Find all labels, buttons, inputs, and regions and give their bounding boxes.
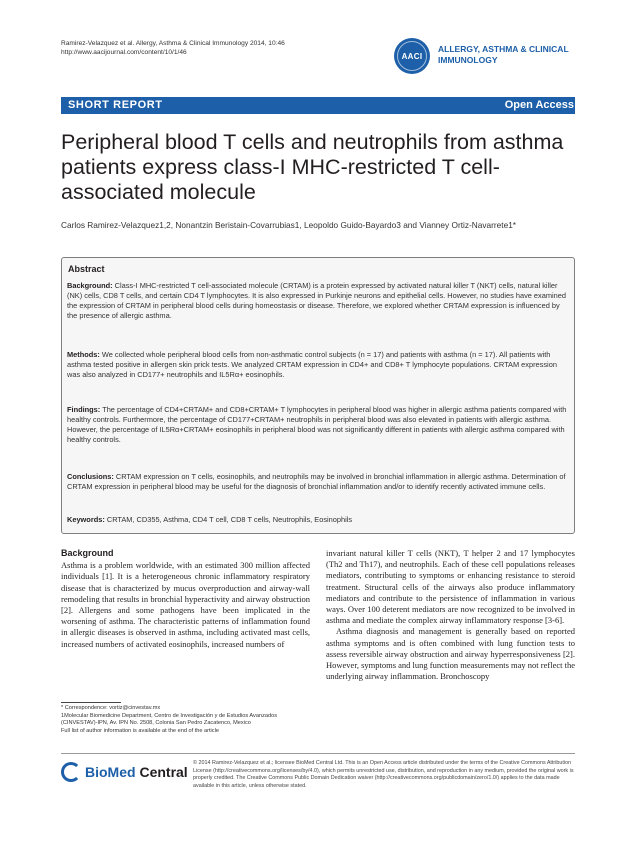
citation-url[interactable]: http://www.aacijournal.com/content/10/1/46 [61,49,187,56]
biomed-central-mark-icon [61,762,81,782]
abstract-keywords-text: CRTAM, CD355, Asthma, CD4 T cell, CD8 T cells, Neutrophils, Eosinophils [106,515,353,524]
footer-divider [61,753,575,754]
abstract-conclusions-text: CRTAM expression on T cells, eosinophils, and neutrophils may be involved in bronchial inflammation in allergic asthma. Determination of CRTAM expression in peripheral blood may be useful for the diagnosis of bronchial inflammation and/or to identify recently activated immune cells. [67,472,566,491]
biomed-central-logo [61,762,188,782]
license-text: © 2014 Ramirez-Velazquez et al.; licensee BioMed Central Ltd. This is an Open Access article distributed under the terms of the Creative Commons Attribution License (http://creativecommons.org/licenses/by/4.0), which permits unrestricted use, distribution, and reproduction in any medium, provided the original work is properly credited. The Creative Commons Public Domain Dedication waiver (http://creativecommons.org/publicdomain/zero/1.0/) applies to the data made available in this article, unless otherwise stated. [193,760,574,789]
article-title: Peripheral blood T cells and neutrophils from asthma patients express class-I MHC-restricted T cell-associated molecule [61,130,564,204]
abstract-keywords-label: Keywords: [67,515,105,524]
footnotes [61,705,311,735]
citation-header [61,39,285,57]
central-logo-text: Central [135,764,188,780]
journal-logo [394,38,430,74]
abstract-methods-label: Methods: [67,350,100,359]
author-list: Carlos Ramirez-Velazquez1,2, Nonantzin Beristain-Covarrubias1, Leopoldo Guido-Bayardo3 and Vianney Ortiz-Navarrete1* [61,220,517,230]
abstract-background-text: Class-I MHC-restricted T cell-associated molecule (CRTAM) is a protein expressed by activated natural killer T (NKT) cells, natural killer (NK) cells, CD8 T cells, and certain CD4 T lymphocytes. It is also expressed in Purkinje neurons and epithelial cells. However, no studies have examined the expression of CRTAM in peripheral blood cells during homeostasis or disease. Therefore, we explored whether CRTAM expression is influenced by the presence of allergic asthma. [67,281,566,320]
open-access-label: Open Access [504,99,574,111]
abstract-methods-text: We collected whole peripheral blood cells from non-asthmatic control subjects (n = 17) and patients with asthma (n = 17). All patients with asthma tested positive in allergen skin prick tests. We analyzed CRTAM expression in CD4+ and CD8+ T lymphocyte populations. CRTAM expression was also analyzed in CD177+ neutrophils and IL5Rα+ eosinophils. [67,350,557,379]
footnote-divider [61,702,121,703]
author-info-note: Full list of author information is available at the end of the article [61,727,219,734]
abstract-keywords [67,515,567,525]
journal-name-line2: IMMUNOLOGY [438,54,498,65]
journal-name [438,44,569,65]
body-paragraph: Asthma diagnosis and management is generally based on reported asthma symptoms and is often combined with lung function tests to assess reversible airway obstruction and airway hyperresponsiveness [2]. However, symptoms and lung function measurements may not reflect the underlying airway inflammation. Bronchoscopy [326,626,575,682]
body-right-column [326,548,575,682]
affiliation-note: 1Molecular Biomedicine Department, Centro de Investigación y de Estudios Avanzados (CINVESTAV)-IPN, Av. IPN No. 2508, Colonia San Pedro Zacatenco, Mexico [61,712,277,727]
abstract-conclusions-label: Conclusions: [67,472,114,481]
citation-line: Ramirez-Velazquez et al. Allergy, Asthma & Clinical Immunology 2014, 10:46 [61,40,285,47]
abstract-findings-text: The percentage of CD4+CRTAM+ and CD8+CRTAM+ T lymphocytes in peripheral blood was higher in allergic asthma patients compared with healthy controls. Furthermore, the percentage of CD177+CRTAM+ neutrophils in peripheral blood was also elevated in patients with allergic asthma. However, the percentage of IL5Rα+CRTAM+ eosinophils in peripheral blood was not significantly different in patients with allergic asthma compared with healthy controls. [67,405,567,444]
section-heading-background: Background [61,548,114,558]
abstract-heading: Abstract [68,264,105,274]
article-type-label: SHORT REPORT [68,99,163,111]
abstract-conclusions [67,472,567,492]
abstract-findings [67,405,567,445]
body-left-column [61,548,310,650]
abstract-background-label: Background: [67,281,113,290]
body-paragraph: Asthma is a problem worldwide, with an estimated 300 million affected individuals [1]. It is a heterogeneous chronic inflammatory respiratory disease that is characterized by mucus overproduction and airway-wall remodeling that results in bronchial hyperactivity and airway obstruction [2]. Allergens and some pathogens have been implicated in the worsening of asthma. The characteristic patterns of inflammation found in allergic diseases is observed in asthma, including activated mast cells, increased numbers of activated eosinophils, increased numbers of [61,560,310,649]
biomed-logo-text: BioMed [85,764,136,780]
journal-logo-text: AACI [401,51,423,61]
abstract-methods [67,350,567,380]
abstract-findings-label: Findings: [67,405,101,414]
journal-name-line1: ALLERGY, ASTHMA & CLINICAL [438,44,569,54]
body-paragraph: invariant natural killer T cells (NKT), T helper 2 and 17 lymphocytes (Th2 and Th17), and neutrophils. Each of these cell populations releases mediators, contributing to symptoms or enhancing resistance to steroid treatment. Structural cells of the airways also produce inflammatory mediators and contribute to the persistence of inflammation in various ways. Over 100 deterent mediators are now recognized to be involved in asthma and mediate the complex airway inflammatory response [3-6]. [326,548,575,626]
abstract-background [67,281,567,321]
correspondence-note: * Correspondence: vortiz@cinvestav.mx [61,705,161,711]
